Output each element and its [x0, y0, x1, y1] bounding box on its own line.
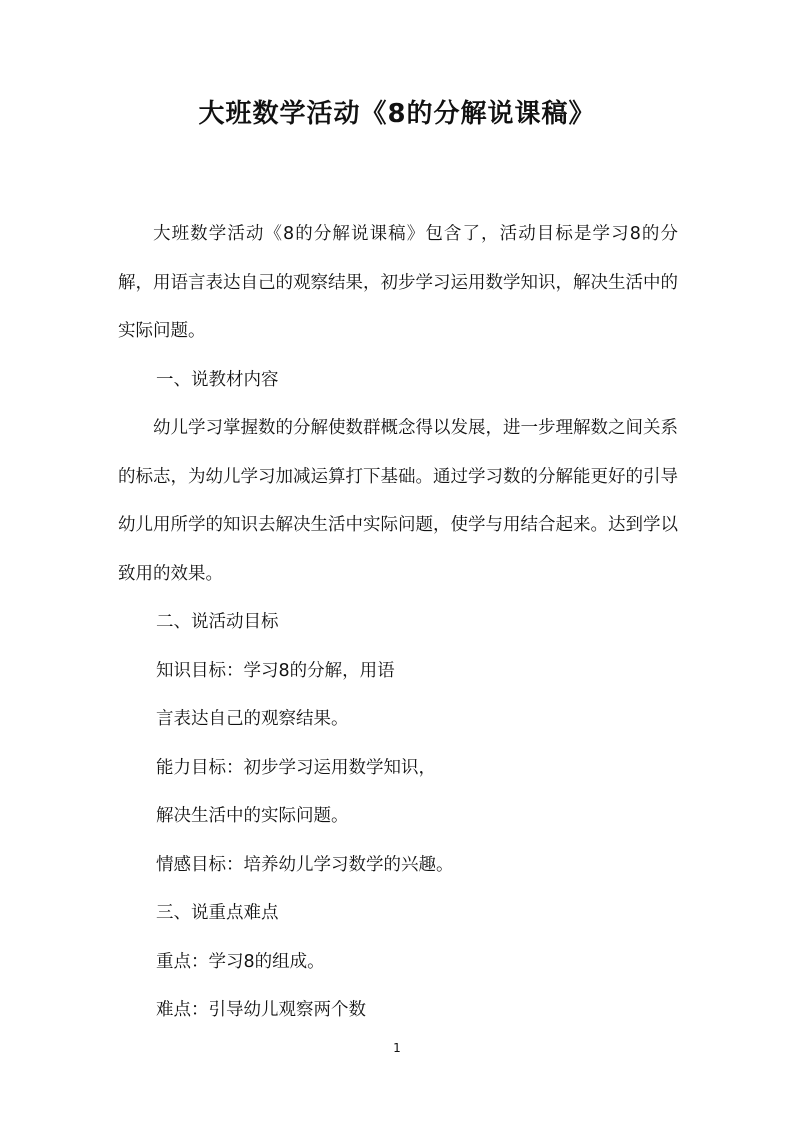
section-1-paragraph: 幼儿学习掌握数的分解使数群概念得以发展，进一步理解数之间关系的标志，为幼儿学习加减运算打下基础。通过学习数的分解能更好的引导幼儿用所学的知识去解决生活中实际问题，使学与用结合起来。达到学以致用的效果。	[118, 418, 678, 584]
section-1-heading: 一、说教材内容	[156, 369, 279, 390]
ability-goal-line-1: 能力目标：初步学习运用数学知识，	[156, 757, 436, 778]
emotion-goal-line: 情感目标：培养幼儿学习数学的兴趣。	[156, 854, 454, 875]
knowledge-goal-line-1: 知识目标：学习8的分解，用语	[156, 660, 395, 681]
difficulty-line: 难点：引导幼儿观察两个数	[156, 1000, 366, 1020]
section-2-heading: 二、说活动目标	[156, 612, 279, 632]
document-title: 大班数学活动《8的分解说课稿》	[198, 99, 596, 129]
page-number: 1	[393, 1041, 401, 1055]
document-body	[118, 210, 678, 1035]
key-point-line: 重点：学习8的组成。	[156, 951, 325, 972]
ability-goal-line-2: 解决生活中的实际问题。	[156, 806, 349, 826]
section-3-heading: 三、说重点难点	[156, 903, 279, 923]
intro-paragraph: 大班数学活动《8的分解说课稿》包含了，活动目标是学习8的分解，用语言表达自己的观察结果，初步学习运用数学知识，解决生活中的实际问题。	[118, 224, 678, 341]
knowledge-goal-line-2: 言表达自己的观察结果。	[156, 709, 349, 729]
